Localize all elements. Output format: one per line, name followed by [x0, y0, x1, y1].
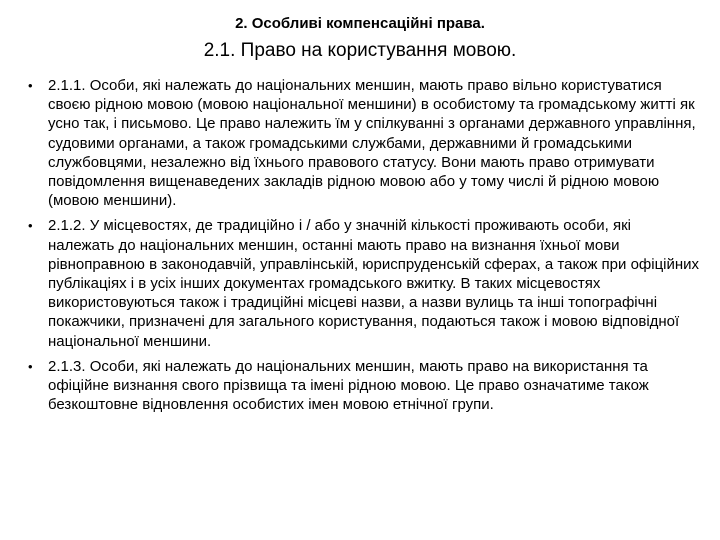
bullet-icon: • — [28, 218, 33, 234]
list-item — [28, 76, 700, 210]
list-item — [28, 357, 700, 415]
list-item-text: 2.1.3. Особи, які належать до національних меншин, мають право на використання та офіційне визнання свого прізвища та імені рідною мовою. Це право означатиме також безкоштовне відновлення особистих імен мовою етнічної групи. — [48, 357, 649, 414]
list-item-text: 2.1.1. Особи, які належать до національних меншин, мають право вільно користуватися своєю рідною мовою (мовою національної меншини) в особистому та громадському житті як усно так, і письмово. Це право належить їм у спілкуванні з органами державного управління, судовими органами, а також громадськими службами, державними й громадськими службовцями, незалежно від їхнього правового статусу. Вони мають право отримувати повідомлення вищенаведених закладів рідною мовою або у тому числі й рідною мовою (мовою меншини). — [48, 77, 696, 210]
bullet-list — [28, 76, 700, 420]
slide-subheading: 2.1. Право на користування мовою. — [203, 40, 517, 61]
list-item — [28, 216, 700, 350]
slide-heading: 2. Особливі компенсаційні права. — [235, 15, 485, 32]
list-item-text: 2.1.2. У місцевостях, де традиційно і / або у значній кількості проживають особи, які належать до національних меншин, останні мають право на визнання їхньої мови рівноправною в законодавчій, управлінській, юриспруденській сферах, а також при офіційних публікаціях і в усіх інших документах громадського вжитку. В таких місцевостях використовуються також і традиційні місцеві назви, а назви вулиць та інші топографічні покажчики, призначені для загального користування, подаються також і мовою відповідної національної меншини. — [48, 217, 700, 350]
bullet-icon: • — [28, 358, 33, 374]
bullet-icon: • — [28, 78, 33, 93]
